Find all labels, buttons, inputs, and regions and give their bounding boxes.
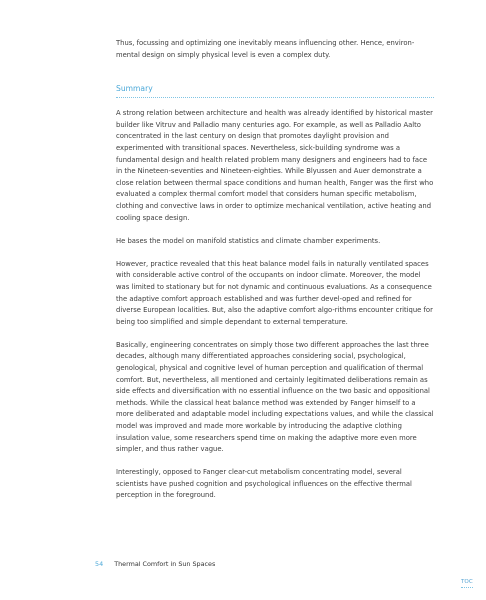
running-title: Thermal Comfort in Sun Spaces [114,560,216,568]
page-number: 54 [95,560,104,568]
body-paragraph-3: However, practice revealed that this heat balance model fails in naturally ventilated spaces with considerable active control of the occupants on indoor climate. Moreover, the model was limited to stationary but for not dynamic and continuous evaluations. As a consequence the adaptive comfort approach established and was further devel-oped and refined for diverse European localities. But, also the adaptive comfort algo-rithms encounter critique for being too simplified and simple dependant to external temperature. [116,259,433,326]
body-paragraph-1: A strong relation between architecture and health was already identified by historical master builder like Vitruv and Palladio many centuries ago. For example, as well as Palladio Aalto concentrated in the last century on design that promotes daylight provision and experimented with transitional spaces. Nevertheless, sick-building syndrome was a fundamental design and health related problem many designers and engineers had to face in the Nineteen-seventies and Nineteen-eighties. While Blyussen and Auer demonstrate a close relation between thermal space conditions and human health, Fanger was the first who evaluated a complex thermal comfort model that considers human specific metabolism, clothing and convective laws in order to optimize mechanical ventilation, active heating and cooling space design. [116,109,434,222]
section-heading [116,76,434,98]
page-content [116,38,434,514]
body-paragraph-5: Interestingly, opposed to Fanger clear-cut metabolism concentrating model, several scientists have pushed cognition and psychological influences on the effective thermal perception in the foreground. [116,468,412,500]
intro-paragraph: Thus, focussing and optimizing one inevitably means influencing other. Hence, environ-mental design on simply physical level is even a complex duty. [116,39,415,59]
page-footer [95,559,215,569]
body-paragraph-2: He bases the model on manifold statistics and climate chamber experiments. [116,236,381,245]
body-paragraph-4: Basically, engineering concentrates on simply those two different approaches the last three decades, although many differentiated approaches considering social, psychological, genological, physical and cognitive level of human perception and qualification of thermal comfort. But, nevertheless, all mentioned and certainly legitimated deliberations remain as side effects and diversification with no essential influence on the two basic and oppositional methods. While the classical heat balance method was extended by Fanger himself to a more deliberated and adaptable model including expectations values, and while the classical model was improved and made more workable by introducing the adaptive clothing insulation value, some researchers spend time on making the adaptive more even more simpler, and thus rather vague. [116,340,434,454]
toc-link[interactable]: TOC [461,578,473,588]
section-title: Summary [116,84,153,94]
